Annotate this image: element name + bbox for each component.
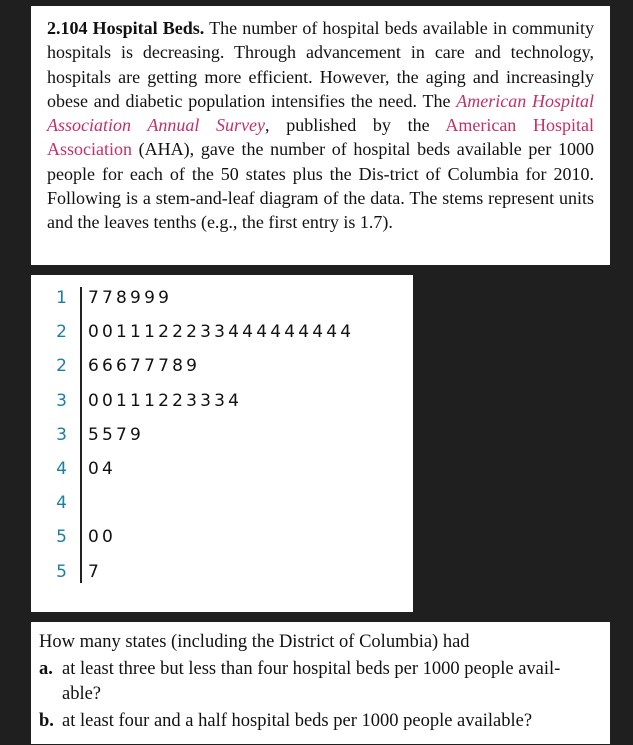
part-b-label: b. — [39, 711, 54, 731]
part-a-text-line2: able? — [62, 684, 102, 704]
question-card — [31, 622, 610, 744]
leaf-values: 0011122233444444444 — [88, 322, 355, 343]
problem-number: 2.104 — [47, 18, 88, 38]
stem-value: 1 — [56, 288, 67, 308]
problem-text-3: (AHA), gave the number of hospital beds available per 1000 people for each of the 50 states plus the Dis-trict of Columbia for 2010. Following is a stem-and-leaf diagram of the data. The stems represent units and the leaves tenths (e.g., the first entry is 1.7). — [47, 139, 595, 233]
leaf-values: 04 — [88, 459, 117, 479]
stem-leaf-divider — [80, 287, 82, 583]
stem-value: 4 — [56, 493, 67, 514]
part-a-label: a. — [39, 659, 53, 679]
problem-statement-card — [31, 6, 610, 265]
leaf-values: 00111223334 — [88, 390, 243, 411]
stem-and-leaf-diagram — [31, 275, 413, 612]
stem-value: 2 — [56, 356, 67, 377]
problem-text-2: , published by the — [265, 115, 430, 136]
question-prompt: How many states (including the District of Columbia) had — [39, 632, 470, 652]
stem-value: 4 — [56, 459, 67, 479]
survey-name: American Hospital Association Annual Survey — [47, 90, 594, 136]
stem-value: 3 — [56, 390, 67, 411]
leaf-values: 7 — [88, 561, 103, 582]
leaf-values: 66677789 — [88, 356, 201, 377]
stem-value: 3 — [56, 424, 67, 445]
problem-paragraph — [31, 6, 610, 235]
problem-title: Hospital Beds. — [92, 18, 205, 38]
stem-value: 5 — [56, 527, 67, 548]
organization-name: American Hospital Association — [47, 115, 594, 160]
leaf-values: 00 — [88, 527, 117, 548]
stem-value: 5 — [56, 561, 67, 582]
part-b-text: at least four and a half hospital beds per 1000 people available? — [62, 711, 533, 731]
leaf-values: 5579 — [88, 424, 145, 445]
problem-text-1: The number of hospital beds available in community hospitals is decreasing. Through advancement in care and technology, hospitals are getting more efficient. However, the aging and increasingly obese and diabetic population intensifies the need. The — [47, 18, 594, 111]
leaf-values: 778999 — [88, 288, 173, 308]
part-a-text-line1: at least three but less than four hospital beds per 1000 people avail- — [62, 659, 561, 679]
stem-value: 2 — [56, 322, 67, 343]
